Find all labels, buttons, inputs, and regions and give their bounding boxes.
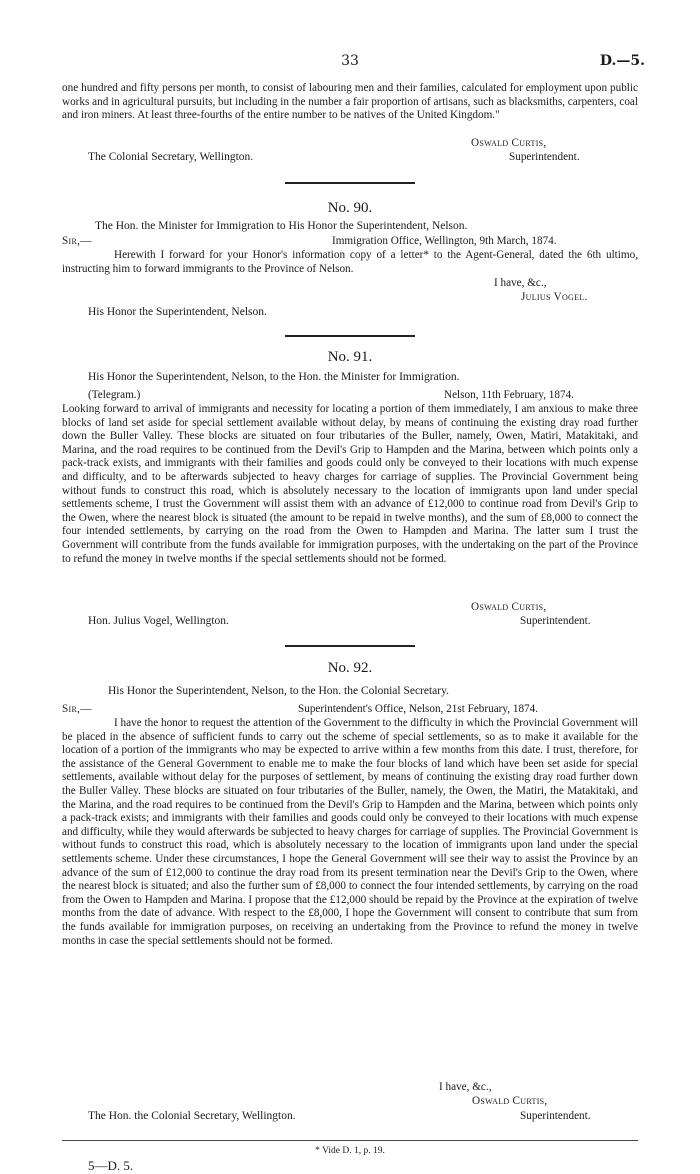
document-reference: D.—5.	[599, 53, 645, 69]
footnote: * Vide D. 1, p. 19.	[315, 1146, 385, 1156]
telegram-label: (Telegram.)	[88, 389, 141, 401]
addressee-90: His Honor the Superintendent, Nelson.	[88, 306, 267, 318]
body-91: Looking forward to arrival of immigrants and necessity for locating a portion of them immediately, I am anxious to make three blocks of land set aside for special settlement available without delay, by means of continuing the existing dray road further down the Buller Valley. These blocks are situated on four tributaries of the Buller, namely, Owen, Matiri, Matakitaki, and Marina, and the road requires to be continued from the Devil's Grip to Hampden and the Marina, between which points only a pack-track exists, and immigrants with their families and goods could only be conveyed to their locations with much expense and difficulty, and to be afterwards subjected to heavy charges for carriage of supplies. The Provincial Government being without funds to construct this road, which is absolutely necessary to the location of immigrants upon land under special settlements scheme, I trust the Government will assist them with an advance of £12,000 to continue road from Devil's Grip to the Owen, where the nearest block is situated (the amount to be repaid in twelve months), and the sum of £8,000 to connect the four intended settlements, by carrying on the road from the Owen to Hampden and Marina. The latter sum I trust the Government will contribute from the funds available for immigration purposes, with the undertaking on the part of the Province to refund the money in twelve months if the special settlements should not be formed.	[62, 403, 638, 565]
letter-heading-90: The Hon. the Minister for Immigration to His Honor the Superintendent, Nelson.	[95, 220, 468, 232]
salutation-90: Sir,—	[62, 235, 92, 247]
letter-heading-91: His Honor the Superintendent, Nelson, to the Hon. the Minister for Immigration.	[88, 371, 460, 383]
page-code: 5—D. 5.	[88, 1158, 134, 1173]
page-header	[0, 53, 700, 73]
letter-number-92: No. 92.	[327, 660, 373, 676]
signer-title-92: Superintendent.	[520, 1110, 591, 1122]
body-block-90	[62, 249, 638, 276]
letter-number-91: No. 91.	[327, 349, 373, 365]
intro-paragraph: one hundred and fifty persons per month, to consist of labouring men and their families, calculated for employment upon public works and in agricultural pursuits, but including in the number a fair proportion of artisans, such as blacksmiths, carpenters, coal and iron miners. At least three-fourths of the entire number to be natives of the United Kingdom."	[62, 82, 638, 122]
intro-block	[62, 82, 638, 123]
body-block-91	[62, 403, 638, 566]
signer-92: Oswald Curtis,	[472, 1095, 548, 1107]
closing-92: I have, &c.,	[439, 1081, 492, 1093]
place-date-91: Nelson, 11th February, 1874.	[444, 389, 574, 401]
section-divider	[285, 335, 415, 337]
letter-heading-92: His Honor the Superintendent, Nelson, to the Hon. the Colonial Secretary.	[108, 685, 449, 697]
body-90: Herewith I forward for your Honor's information copy of a letter* to the Agent-General, dated the 6th ultimo, instructing him to forward immigrants to the Province of Nelson.	[62, 249, 638, 275]
body-block-92	[62, 717, 638, 948]
addressee-91: Hon. Julius Vogel, Wellington.	[88, 615, 229, 627]
body-92: I have the honor to request the attention of the Government to the difficulty in which the Provincial Government will be placed in the absence of sufficient funds to carry out the scheme of special settlements, so as to make it available for the location of a portion of the immigrants who may be expected to arrive within a few months from this date. I trust, therefore, for the assistance of the General Government to enable me to make the four blocks of land which have been set aside for special settlements, available without delay for the purposes of settlement, by means of continuing the existing dray road further down the Buller Valley. These blocks are situated on four tributaries of the Buller, namely, the Owen, the Matiri, the Matakitaki, and the Marina, and the road requires to be continued from the Devil's Grip to Hampden and the Marina, between which points only a pack-track exists; and immigrants with their families and goods could only be conveyed to their locations with much expense and difficulty, while they would afterwards be subjected to heavy charges for carriage of supplies. The Provincial Government is without funds to construct this road, which is absolutely necessary to the location of immigrants upon land under the special settlements scheme. Under these circumstances, I hope the General Government will see their way to assist the Province by an advance of the sum of £12,000 to continue the dray road from its present termination near the Devil's Grip to the Owen, where the nearest block is situated; and also the further sum of £8,000 to connect the four intended settlements, by carrying on the road from the Owen to Hampden and Marina. I propose that the £12,000 should be repaid by the Province at the expiration of twelve months from the date of advance. With respect to the £8,000, I hope the Government will consent to contribute that sum from the funds available for immigration purposes, on receiving an undertaking from the Province to refund the money in twelve months in case the special settlements should not be formed.	[62, 717, 638, 947]
section-divider	[285, 645, 415, 647]
place-date-90: Immigration Office, Wellington, 9th March, 1874.	[332, 235, 557, 247]
salutation-92: Sir,—	[62, 703, 92, 715]
footnote-divider	[62, 1140, 638, 1141]
signer-title-91: Superintendent.	[520, 615, 591, 627]
place-date-92: Superintendent's Office, Nelson, 21st February, 1874.	[298, 703, 539, 715]
closing-90: I have, &c.,	[494, 277, 547, 289]
addressee-92: The Hon. the Colonial Secretary, Wellington.	[88, 1110, 296, 1122]
intro-signer-title: Superintendent.	[509, 151, 580, 163]
page-number: 33	[341, 53, 359, 69]
signer-91: Oswald Curtis,	[471, 601, 547, 613]
signer-90: Julius Vogel.	[521, 291, 588, 303]
intro-addressee: The Colonial Secretary, Wellington.	[88, 151, 254, 163]
letter-number-90: No. 90.	[327, 200, 373, 216]
section-divider	[285, 182, 415, 184]
intro-signer: Oswald Curtis,	[471, 137, 547, 149]
